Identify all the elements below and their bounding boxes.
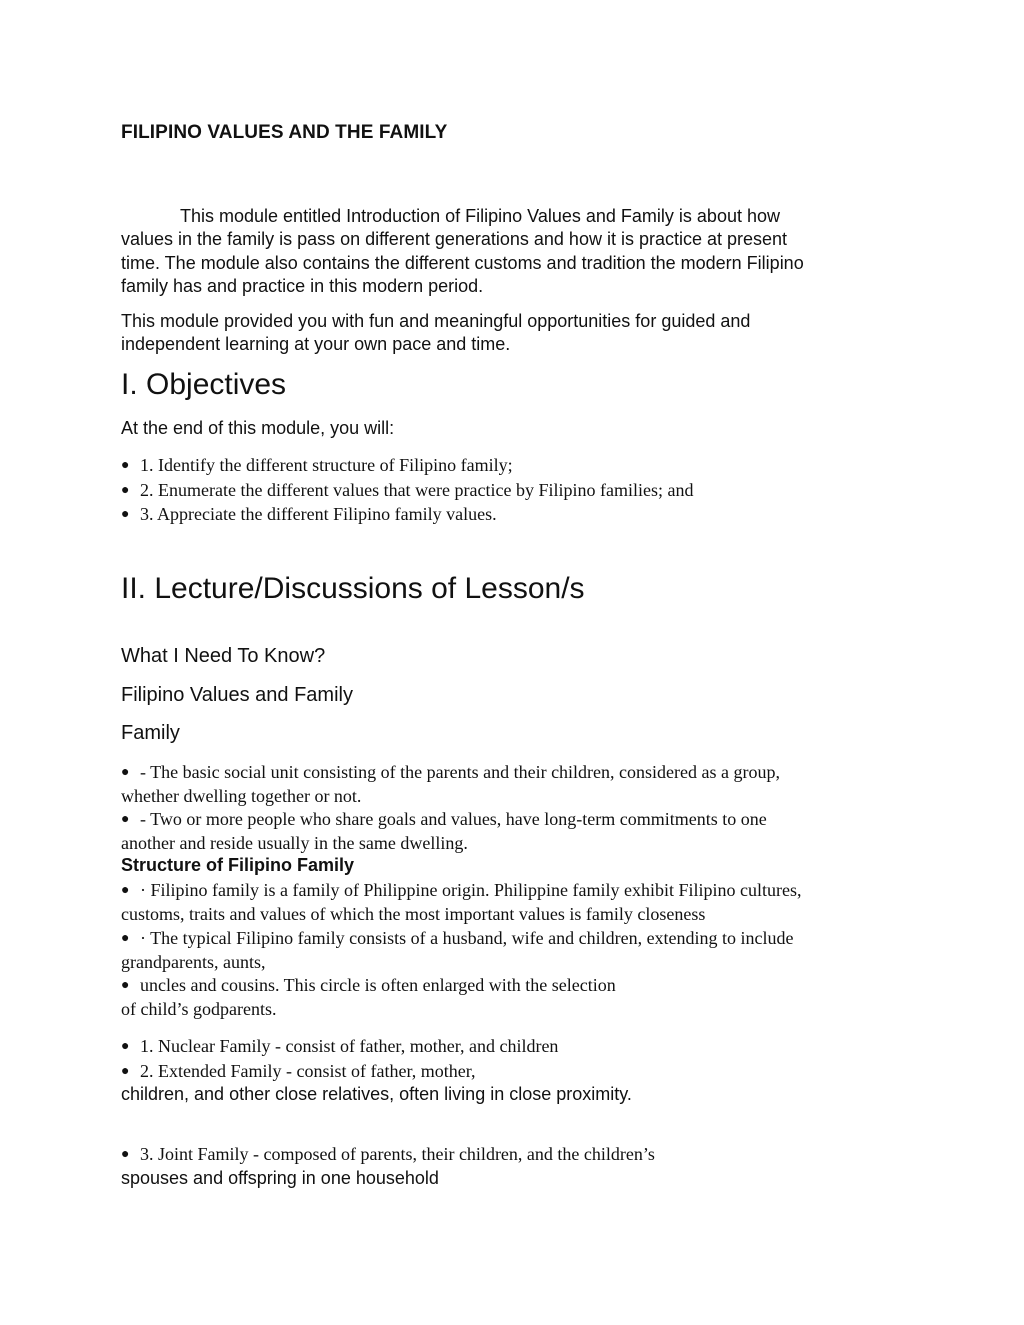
objectives-heading: I. Objectives (121, 368, 287, 401)
list-item (121, 503, 693, 527)
bullet-icon: ● (121, 1063, 130, 1079)
bullet-icon: ● (121, 765, 130, 780)
list-item-continuation: spouses and offspring in one household (121, 1167, 439, 1188)
bullet-icon: ● (121, 1039, 130, 1054)
list-item: ● - Two or more people who share goals and values, have long-term commitments to one (121, 808, 780, 832)
bullet-icon: ● (121, 482, 130, 498)
list-item-continuation: children, and other close relatives, often living in close proximity. (121, 1084, 632, 1104)
intro-line: time. The module also contains the different customs and tradition the modern Filipino (121, 252, 804, 273)
list-item: ● · Filipino family is a family of Philippine origin. Philippine family exhibit Filipino cultures, (121, 879, 801, 903)
subheading-need-to-know: What I Need To Know? (121, 645, 326, 667)
bullet-icon: ● (121, 458, 130, 473)
objectives-lead: At the end of this module, you will: (121, 418, 395, 438)
subheading-family: Family (121, 722, 180, 744)
intro-line: values in the family is pass on different generations and how it is practice at present (121, 229, 788, 250)
bullet-icon: ● (121, 883, 130, 898)
intro-paragraph (121, 205, 901, 298)
list-item: ● - The basic social unit consisting of the parents and their children, considered as a group, (121, 761, 780, 785)
list-item-continuation: of child’s godparents. (121, 998, 277, 1019)
bullet-icon: ● (121, 812, 130, 827)
list-item-continuation: whether dwelling together or not. (121, 785, 362, 806)
list-item-continuation: grandparents, aunts, (121, 951, 266, 972)
structure-heading: Structure of Filipino Family (121, 855, 355, 875)
family-types-list-2 (121, 1143, 655, 1190)
structure-list (121, 879, 801, 1021)
bullet-icon: ● (121, 507, 130, 522)
intro2-line: independent learning at your own pace and time. (121, 334, 511, 355)
intro-paragraph-2 (121, 310, 901, 357)
bullet-icon: ● (121, 978, 130, 993)
lecture-heading: II. Lecture/Discussions of Lesson/s (121, 572, 585, 605)
list-item: ● 1. Nuclear Family - consist of father, mother, and children (121, 1035, 632, 1059)
document-title: FILIPINO VALUES AND THE FAMILY (121, 122, 448, 143)
bullet-icon: ● (121, 931, 130, 946)
list-item: ● uncles and cousins. This circle is often enlarged with the selection (121, 974, 801, 998)
objective-text: 1. Identify the different structure of Filipino family; (140, 455, 513, 475)
objective-text: 2. Enumerate the different values that were practice by Filipino families; and (140, 479, 694, 500)
objectives-list (121, 454, 693, 527)
objective-text: 3. Appreciate the different Filipino family values. (140, 504, 497, 524)
list-item: ● · The typical Filipino family consists of a husband, wife and children, extending to include (121, 927, 801, 951)
list-item: ● 3. Joint Family - composed of parents, their children, and the children’s (121, 1143, 655, 1167)
intro-line: This module entitled Introduction of Filipino Values and Family is about how (180, 206, 780, 226)
list-item-continuation: customs, traits and values of which the most important values is family closeness (121, 903, 706, 924)
intro-line: family has and practice in this modern period. (121, 275, 484, 296)
bullet-icon: ● (121, 1147, 130, 1162)
list-item-continuation: another and reside usually in the same dwelling. (121, 832, 468, 853)
intro2-line: This module provided you with fun and meaningful opportunities for guided and (121, 311, 751, 331)
subheading-values-family: Filipino Values and Family (121, 684, 353, 706)
family-definitions (121, 761, 780, 855)
list-item (121, 454, 693, 478)
list-item: ● 2. Extended Family - consist of father, mother, (121, 1060, 632, 1084)
family-types-list (121, 1035, 632, 1107)
list-item (121, 479, 693, 503)
